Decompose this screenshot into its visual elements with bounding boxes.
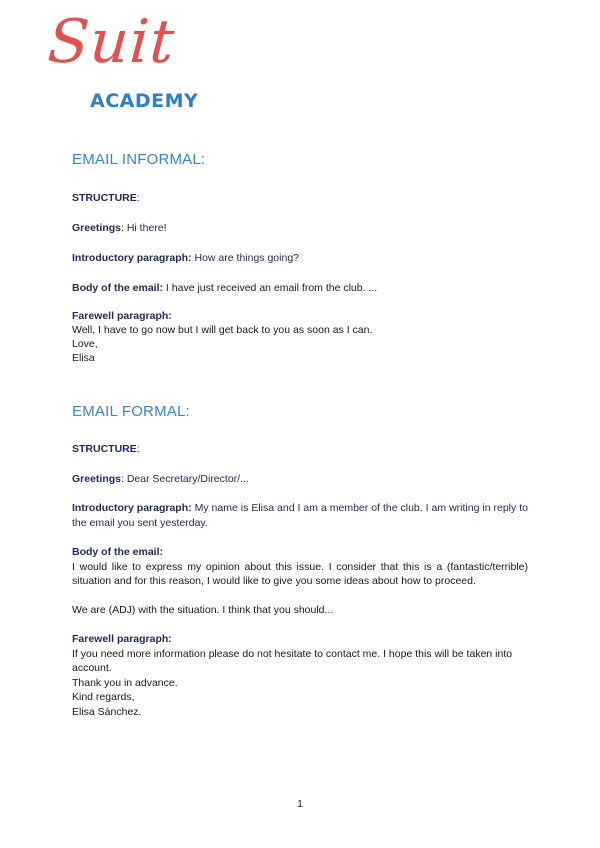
informal-heading: EMAIL INFORMAL: xyxy=(72,151,206,168)
informal-farewell xyxy=(72,309,372,365)
informal-intro-text: How are things going? xyxy=(191,252,299,264)
logo-academy-text: ACADEMY xyxy=(90,90,199,112)
logo-script-text: Suit xyxy=(45,7,178,77)
informal-structure-label: STRUCTURE xyxy=(72,192,137,204)
informal-greetings-text: : Hi there! xyxy=(121,222,167,234)
formal-body xyxy=(72,545,528,589)
formal-farewell-line: Kind regards, xyxy=(72,691,135,703)
informal-body-text: I have just received an email from the club. ... xyxy=(163,282,378,294)
formal-body-text-2: We are (ADJ) with the situation. I think that you should... xyxy=(72,604,334,616)
informal-farewell-line: Love, xyxy=(72,338,98,350)
formal-intro xyxy=(72,501,528,530)
formal-greetings-label: Greetings xyxy=(72,473,122,485)
informal-farewell-line: Elisa xyxy=(72,352,95,364)
informal-intro xyxy=(72,251,299,265)
informal-body xyxy=(72,281,377,295)
formal-structure-label: STRUCTURE xyxy=(72,443,137,455)
formal-greetings-text: : Dear Secretary/Director/... xyxy=(121,473,249,485)
formal-intro-label: Introductory paragraph: xyxy=(72,502,192,514)
formal-farewell-line: Elisa Sánchez. xyxy=(72,705,142,718)
informal-greetings xyxy=(72,221,167,235)
informal-intro-label: Introductory paragraph: xyxy=(72,252,192,264)
formal-heading: EMAIL FORMAL: xyxy=(72,403,190,420)
formal-farewell-label: Farewell paragraph: xyxy=(72,633,172,645)
informal-farewell-line: Well, I have to go now but I will get back to you as soon as I can. xyxy=(72,324,373,336)
formal-farewell xyxy=(72,632,528,719)
formal-structure xyxy=(72,442,140,456)
formal-body-label: Body of the email: xyxy=(72,546,164,558)
informal-farewell-label: Farewell paragraph: xyxy=(72,310,172,322)
page-number: 1 xyxy=(297,798,303,810)
formal-body-text: I would like to express my opinion about this issue. I consider that this is a (fantastic/terrible) situation and for this reason, I would like to give you some ideas about how to proceed. xyxy=(72,560,528,587)
formal-structure-colon: : xyxy=(136,443,140,455)
formal-greetings xyxy=(72,472,249,486)
formal-intro-text: My name is Elisa and I am a member of the club. I am writing in reply to the email you sent yesterday. xyxy=(72,502,528,529)
informal-body-label: Body of the email: xyxy=(72,282,164,294)
informal-greetings-label: Greetings xyxy=(72,222,122,234)
formal-farewell-line: Thank you in advance. xyxy=(72,676,178,689)
informal-structure-colon: : xyxy=(136,192,140,204)
formal-farewell-text: If you need more information please do not hesitate to contact me. I hope this will be taken into account. xyxy=(72,647,513,674)
informal-structure xyxy=(72,191,140,205)
suit-academy-logo xyxy=(44,7,204,112)
